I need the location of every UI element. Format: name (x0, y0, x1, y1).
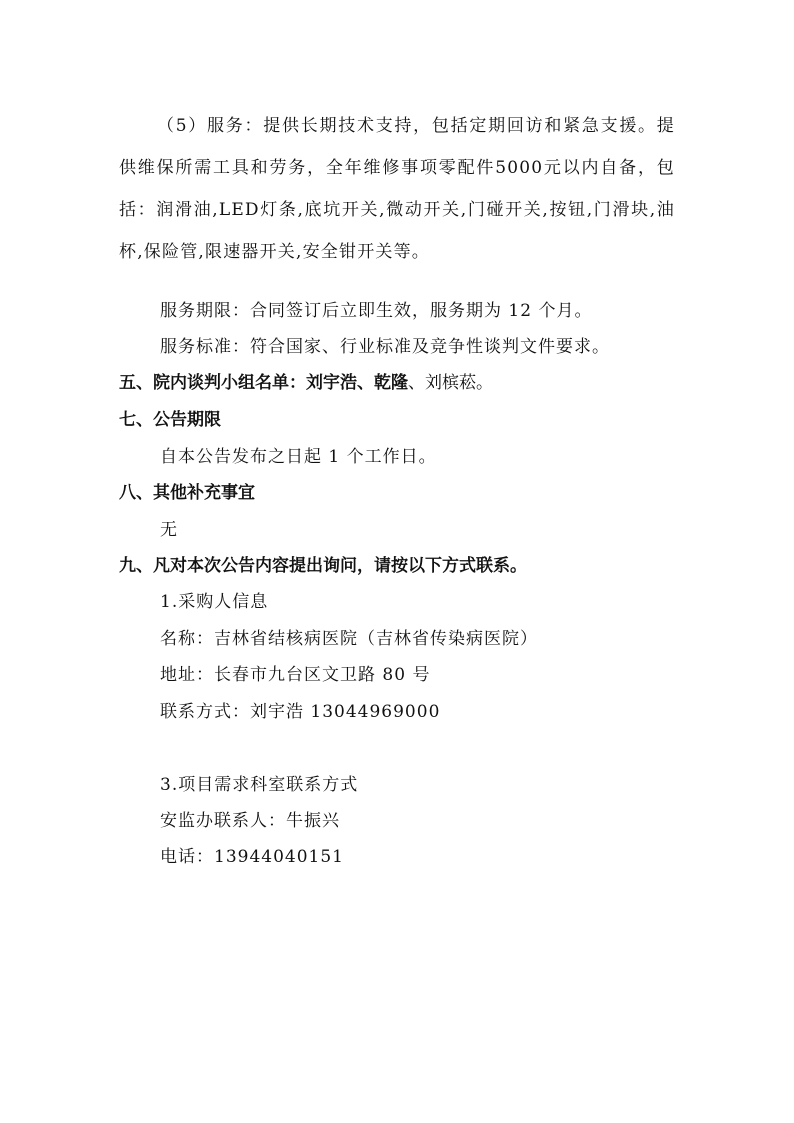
purchaser-info-title: 1.采购人信息 (160, 592, 269, 612)
dept-contact-person: 安监办联系人：牛振兴 (160, 811, 340, 831)
service-paragraph-text: （5）服务：提供长期技术支持，包括定期回访和紧急支援。提供维保所需工具和劳务，全年维修事项零配件5000元以内自备，包括：润滑油,LED灯条,底坑开关,微动开关,门碰开关,按钮,门滑块,油杯,保险管,限速器开关,安全钳开关等。 (119, 116, 675, 262)
dept-contact-title: 3.项目需求科室联系方式 (160, 775, 359, 795)
section8-body: 无 (160, 520, 178, 540)
purchaser-contact: 联系方式：刘宇浩 13044969000 (160, 702, 441, 722)
section5-normal-text: 、刘槟菘。 (408, 373, 493, 393)
service-period: 服务期限：合同签订后立即生效，服务期为 12 个月。 (160, 301, 593, 321)
section7-heading: 七、公告期限 (119, 410, 221, 430)
section5-bold-text: 五、院内谈判小组名单：刘宇浩、乾隆 (119, 373, 408, 393)
section8-heading: 八、其他补充事宜 (119, 483, 255, 503)
purchaser-address: 地址：长春市九台区文卫路 80 号 (160, 665, 431, 685)
section5-negotiation-team (119, 372, 493, 394)
section7-body: 自本公告发布之日起 1 个工作日。 (160, 447, 437, 467)
dept-phone: 电话：13944040151 (160, 847, 344, 867)
section9-heading: 九、凡对本次公告内容提出询问，请按以下方式联系。 (119, 556, 527, 576)
service-standard: 服务标准：符合国家、行业标准及竞争性谈判文件要求。 (160, 337, 610, 357)
purchaser-name: 名称：吉林省结核病医院（吉林省传染病医院） (160, 629, 538, 649)
service-paragraph (119, 105, 675, 273)
